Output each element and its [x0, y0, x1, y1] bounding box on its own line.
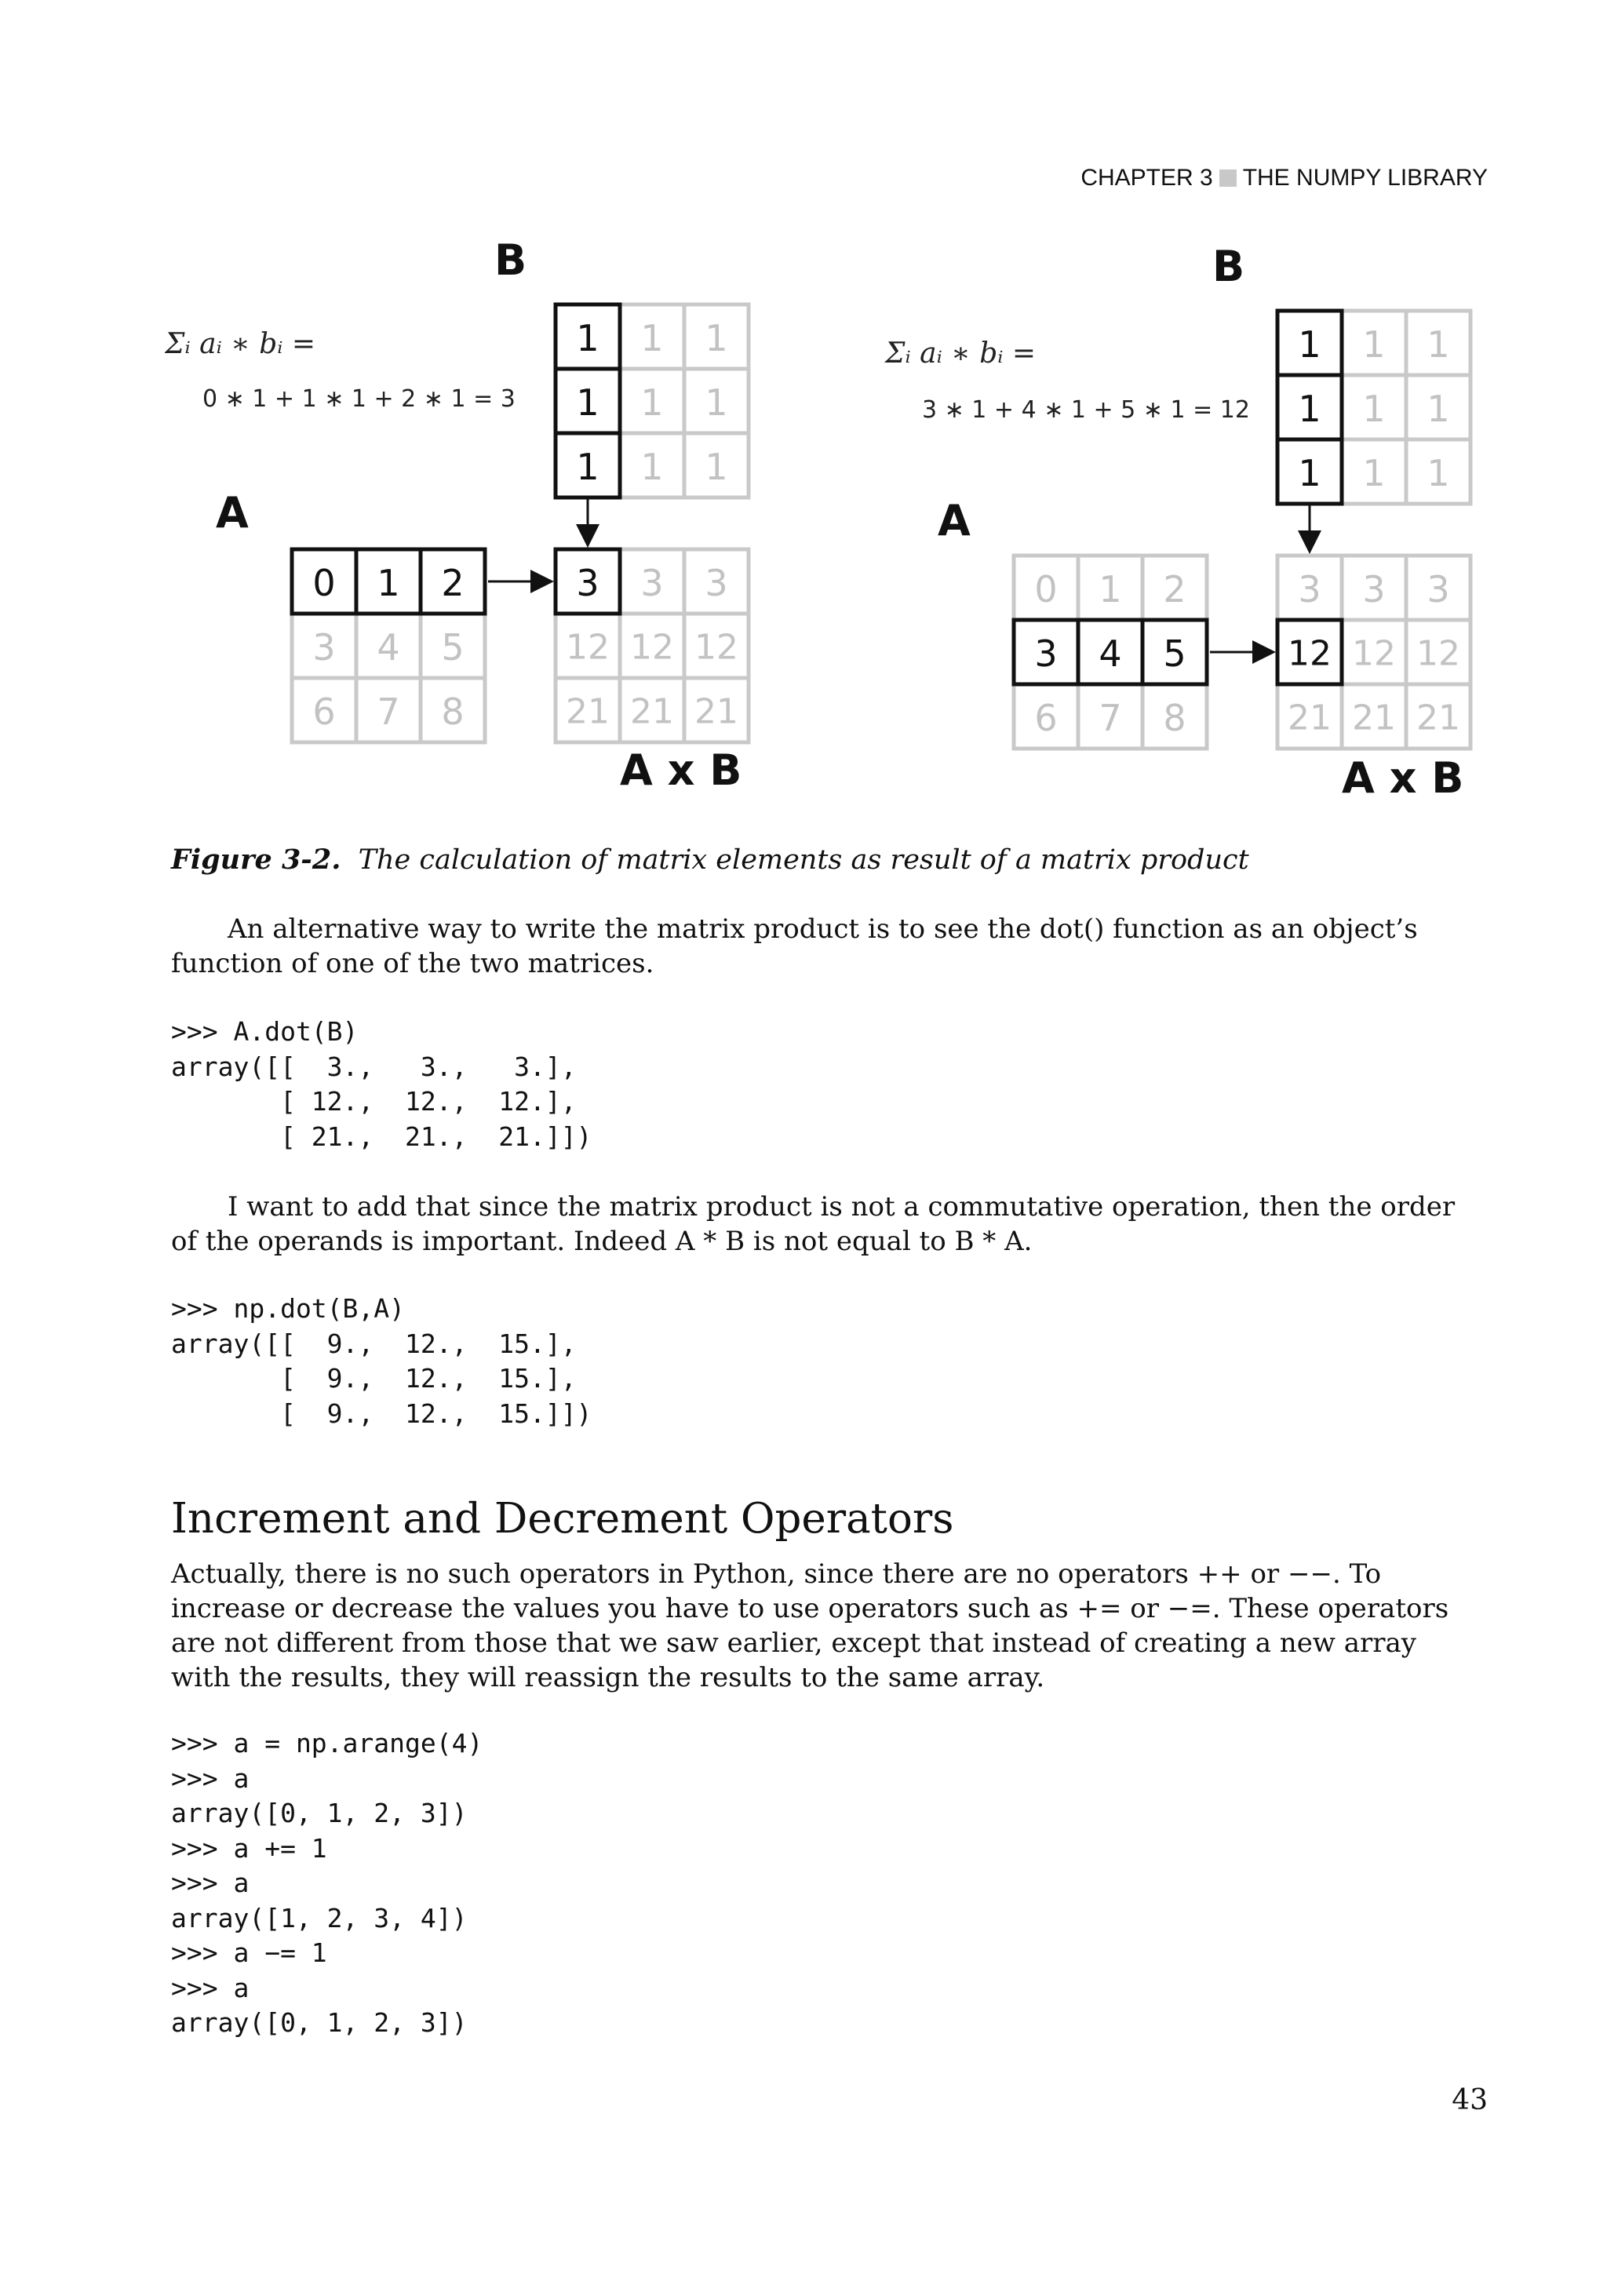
chapter-title: THE NUMPY LIBRARY [1242, 165, 1488, 191]
matrix-a-right-value: 2 [1163, 568, 1186, 610]
matrix-b-left-value: 1 [640, 381, 664, 424]
matrix-axb-left-value: 12 [694, 627, 738, 668]
matrix-b-left [556, 304, 749, 497]
matrix-a-left-value: 4 [377, 626, 400, 669]
matrix-axb-left-value: 12 [630, 627, 674, 668]
label-axb-left: A x B [620, 745, 742, 795]
matrix-a-left-value: 6 [312, 691, 336, 733]
matrix-axb-left-value: 12 [566, 627, 610, 668]
matrix-b-right-value: 1 [1362, 388, 1386, 430]
matrix-axb-right-value: 21 [1352, 698, 1396, 738]
matrix-axb-left-value: 3 [576, 562, 599, 604]
section-heading: Increment and Decrement Operators [171, 1495, 954, 1543]
matrix-a-right-value: 5 [1163, 632, 1186, 675]
right-panel [884, 242, 1470, 803]
matrix-axb-left-value: 3 [640, 562, 664, 604]
matrix-a-right-value: 7 [1099, 697, 1122, 739]
matrix-b-right [1277, 311, 1470, 504]
matrix-a-left-value: 5 [441, 626, 465, 669]
matrix-a-right-value: 8 [1163, 697, 1186, 739]
matrix-b-left-value: 1 [705, 446, 728, 488]
matrix-a-right-value: 6 [1034, 697, 1058, 739]
matrix-b-left-value: 1 [640, 317, 664, 359]
matrix-a-left-value: 8 [441, 691, 465, 733]
matrix-b-right-value: 1 [1298, 323, 1321, 366]
label-axb-right: A x B [1342, 753, 1464, 803]
matrix-b-right-value: 1 [1427, 323, 1450, 366]
matrix-a-left-value: 0 [312, 562, 336, 604]
sum-formula-left: Σᵢ aᵢ ∗ bᵢ = [165, 328, 316, 360]
matrix-a-right-value: 0 [1034, 568, 1058, 610]
code-block-increment: >>> a = np.arange(4) >>> a array([0, 1, 2, 3]) >>> a += 1 >>> a array([1, 2, 3, 4]) >>> a −= 1 >>> a array([0, 1, 2, 3]) [171, 1728, 483, 2038]
matrix-b-right-value: 1 [1362, 452, 1386, 494]
label-a-left: A [216, 488, 249, 538]
matrix-b-left-value: 1 [576, 317, 599, 359]
page-number: 43 [1452, 2084, 1488, 2116]
matrix-b-right-value: 1 [1362, 323, 1386, 366]
label-b-right: B [1212, 242, 1245, 291]
matrix-axb-right-value: 12 [1352, 633, 1396, 674]
paragraph-operators: Actually, there is no such operators in Python, since there are no operators ++ or −−. To increase or decrease the values you have to use operators such as += or −=. These operators are not different from those that we saw earlier, except that instead of creating a new array with the results, they will reassign the results to the same array. [171, 1558, 1449, 1693]
matrix-axb-right-value: 21 [1288, 698, 1332, 738]
matrix-a-left-value: 1 [377, 562, 400, 604]
matrix-product-diagram [165, 235, 1499, 832]
header-separator [1219, 169, 1237, 187]
matrix-b-left-value: 1 [705, 317, 728, 359]
matrix-axb-left-value: 21 [694, 691, 738, 732]
matrix-b-left-value: 1 [576, 381, 599, 424]
label-b-left: B [494, 235, 527, 285]
code-block-a-dot-b: >>> A.dot(B) array([[ 3., 3., 3.], [ 12., 12., 12.], [ 21., 21., 21.]]) [171, 1016, 592, 1152]
caption-label: Figure 3-2. [171, 844, 341, 876]
matrix-axb-left-value: 21 [566, 691, 610, 732]
matrix-b-left-value: 1 [576, 446, 599, 488]
sum-formula-right: Σᵢ aᵢ ∗ bᵢ = [885, 337, 1037, 370]
matrix-axb-right-value: 12 [1288, 633, 1332, 674]
matrix-axb-right-value: 3 [1427, 568, 1450, 610]
matrix-a-right-value: 1 [1099, 568, 1122, 610]
matrix-axb-right-value: 21 [1416, 698, 1460, 738]
matrix-b-right-value: 1 [1298, 388, 1321, 430]
sum-expansion-right: 3 ∗ 1 + 4 ∗ 1 + 5 ∗ 1 = 12 [922, 396, 1250, 424]
matrix-a-left-value: 2 [441, 562, 465, 604]
figure-3-2 [165, 235, 1499, 832]
matrix-axb-right [1277, 556, 1470, 749]
matrix-b-right-value: 1 [1427, 388, 1450, 430]
matrix-a-right-value: 3 [1034, 632, 1058, 675]
matrix-a-left [292, 549, 485, 742]
matrix-a-left-value: 3 [312, 626, 336, 669]
matrix-axb-right-value: 3 [1298, 568, 1321, 610]
matrix-axb-right-value: 12 [1416, 633, 1460, 674]
running-header [1080, 165, 1488, 191]
chapter-label: CHAPTER 3 [1080, 165, 1213, 191]
matrix-a-right-value: 4 [1099, 632, 1122, 675]
paragraph-commutative: I want to add that since the matrix product is not a commutative operation, then the order of the operands is important. Indeed A * B is not equal to B * A. [171, 1191, 1456, 1257]
matrix-a-left-value: 7 [377, 691, 400, 733]
matrix-b-right-value: 1 [1298, 452, 1321, 494]
matrix-a-right [1014, 556, 1207, 749]
matrix-axb-left-value: 3 [705, 562, 728, 604]
paragraph-dot-method: An alternative way to write the matrix product is to see the dot() function as an object’s function of one of the two matrices. [171, 913, 1418, 979]
caption-text: The calculation of matrix elements as result of a matrix product [358, 844, 1249, 876]
left-panel [165, 235, 749, 795]
matrix-b-left-value: 1 [705, 381, 728, 424]
matrix-axb-right-value: 3 [1362, 568, 1386, 610]
matrix-b-right-value: 1 [1427, 452, 1450, 494]
figure-caption [171, 844, 1249, 876]
sum-expansion-left: 0 ∗ 1 + 1 ∗ 1 + 2 ∗ 1 = 3 [202, 385, 516, 413]
label-a-right: A [938, 496, 971, 545]
matrix-b-left-value: 1 [640, 446, 664, 488]
code-block-np-dot-ba: >>> np.dot(B,A) array([[ 9., 12., 15.], [ 9., 12., 15.], [ 9., 12., 15.]]) [171, 1293, 592, 1429]
matrix-axb-left-value: 21 [630, 691, 674, 732]
matrix-axb-left [556, 549, 749, 742]
